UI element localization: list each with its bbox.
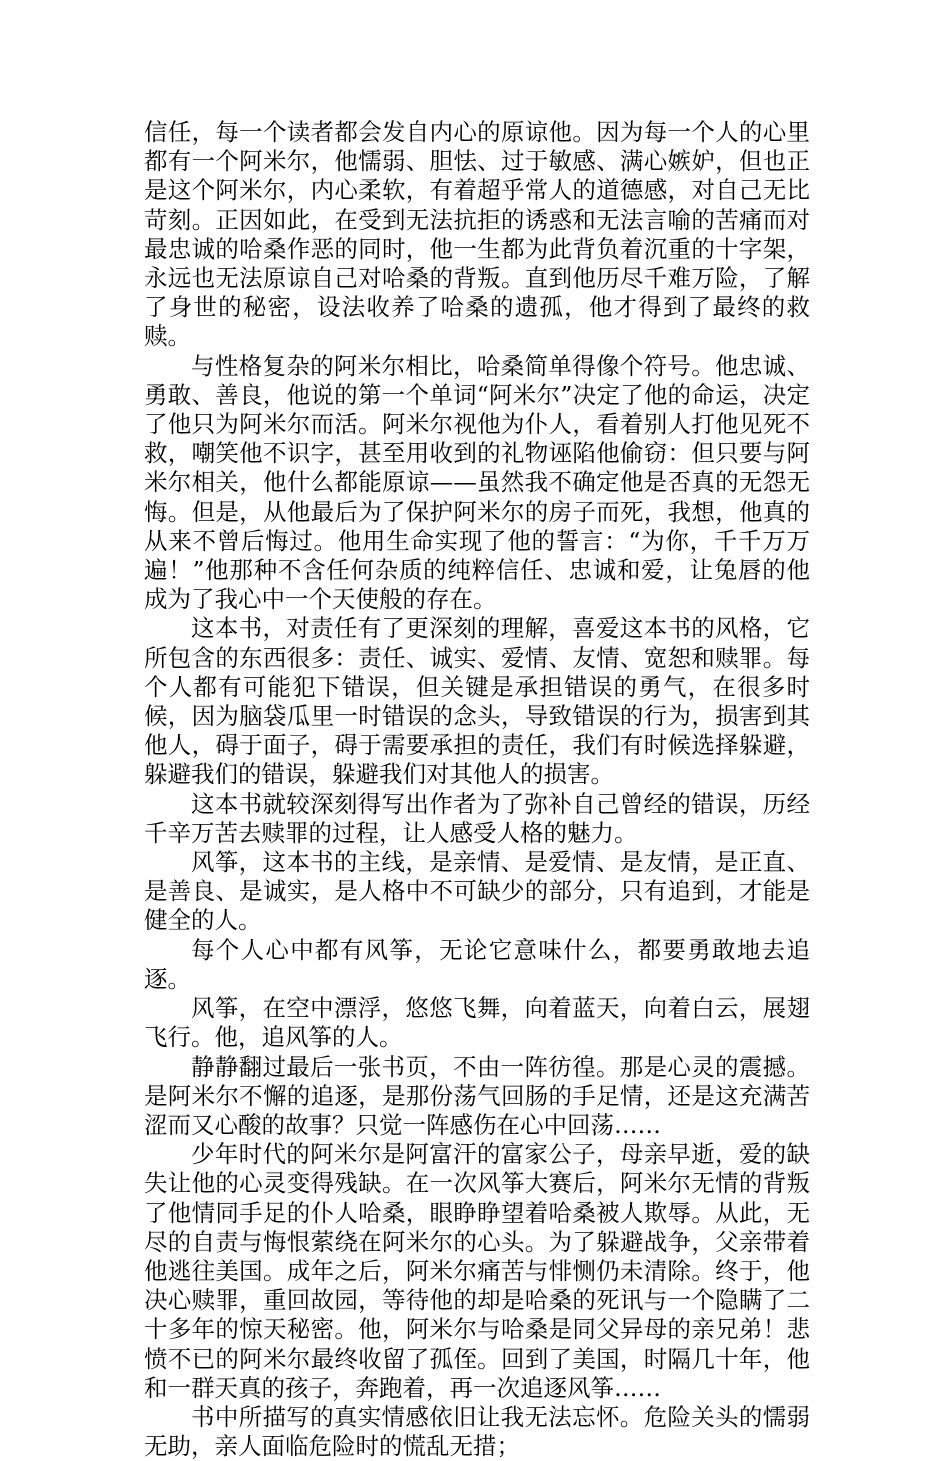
paragraph: 静静翻过最后一张书页，不由一阵彷徨。那是心灵的震撼。是阿米尔不懈的追逐，是那份荡气回肠的手足情，还是这充满苦涩而又心酸的故事？只觉一阵感伤在心中回荡…… <box>144 1052 810 1139</box>
paragraph: 书中所描写的真实情感依旧让我无法忘怀。危险关头的懦弱无助，亲人面临危险时的慌乱无措； <box>144 1402 810 1461</box>
document-body <box>144 118 810 1461</box>
paragraph: 风筝，在空中漂浮，悠悠飞舞，向着蓝天，向着白云，展翅飞行。他，追风筝的人。 <box>144 994 810 1052</box>
paragraph: 这本书，对责任有了更深刻的理解，喜爱这本书的风格，它所包含的东西很多：责任、诚实、爱情、友情、宽恕和赎罪。每个人都有可能犯下错误，但关键是承担错误的勇气，在很多时候，因为脑袋瓜里一时错误的念头，导致错误的行为，损害到其他人，碍于面子，碍于需要承担的责任，我们有时候选择躲避，躲避我们的错误，躲避我们对其他人的损害。 <box>144 614 810 789</box>
paragraph: 每个人心中都有风筝，无论它意味什么，都要勇敢地去追逐。 <box>144 935 810 993</box>
paragraph: 风筝，这本书的主线，是亲情、是爱情、是友情，是正直、是善良、是诚实，是人格中不可缺少的部分，只有追到，才能是健全的人。 <box>144 848 810 935</box>
paragraph: 少年时代的阿米尔是阿富汗的富家公子，母亲早逝，爱的缺失让他的心灵变得残缺。在一次风筝大赛后，阿米尔无情的背叛了他情同手足的仆人哈桑，眼睁睁望着哈桑被人欺辱。从此，无尽的自责与悔恨萦绕在阿米尔的心头。为了躲避战争，父亲带着他逃往美国。成年之后，阿米尔痛苦与悱恻仍未清除。终于，他决心赎罪，重回故园，等待他的却是哈桑的死讯与一个隐瞒了二十多年的惊天秘密。他，阿米尔与哈桑是同父异母的亲兄弟！悲愤不已的阿米尔最终收留了孤侄。回到了美国，时隔几十年，他和一群天真的孩子，奔跑着，再一次追逐风筝…… <box>144 1140 810 1402</box>
paragraph: 这本书就较深刻得写出作者为了弥补自己曾经的错误，历经千辛万苦去赎罪的过程，让人感受人格的魅力。 <box>144 789 810 847</box>
paragraph: 信任，每一个读者都会发自内心的原谅他。因为每一个人的心里都有一个阿米尔，他懦弱、胆怯、过于敏感、满心嫉妒，但也正是这个阿米尔，内心柔软，有着超乎常人的道德感，对自己无比苛刻。正因如此，在受到无法抗拒的诱惑和无法言喻的苦痛而对最忠诚的哈桑作恶的同时，他一生都为此背负着沉重的十字架，永远也无法原谅自己对哈桑的背叛。直到他历尽千难万险，了解了身世的秘密，设法收养了哈桑的遗孤，他才得到了最终的救赎。 <box>144 118 810 351</box>
paragraph: 与性格复杂的阿米尔相比，哈桑简单得像个符号。他忠诚、勇敢、善良，他说的第一个单词“阿米尔”决定了他的命运，决定了他只为阿米尔而活。阿米尔视他为仆人，看着别人打他见死不救，嘲笑他不识字，甚至用收到的礼物诬陷他偷窃：但只要与阿米尔相关，他什么都能原谅——虽然我不确定他是否真的无怨无悔。但是，从他最后为了保护阿米尔的房子而死，我想，他真的从来不曾后悔过。他用生命实现了他的誓言：“为你，千千万万遍！”他那种不含任何杂质的纯粹信任、忠诚和爱，让兔唇的他成为了我心中一个天使般的存在。 <box>144 351 810 614</box>
